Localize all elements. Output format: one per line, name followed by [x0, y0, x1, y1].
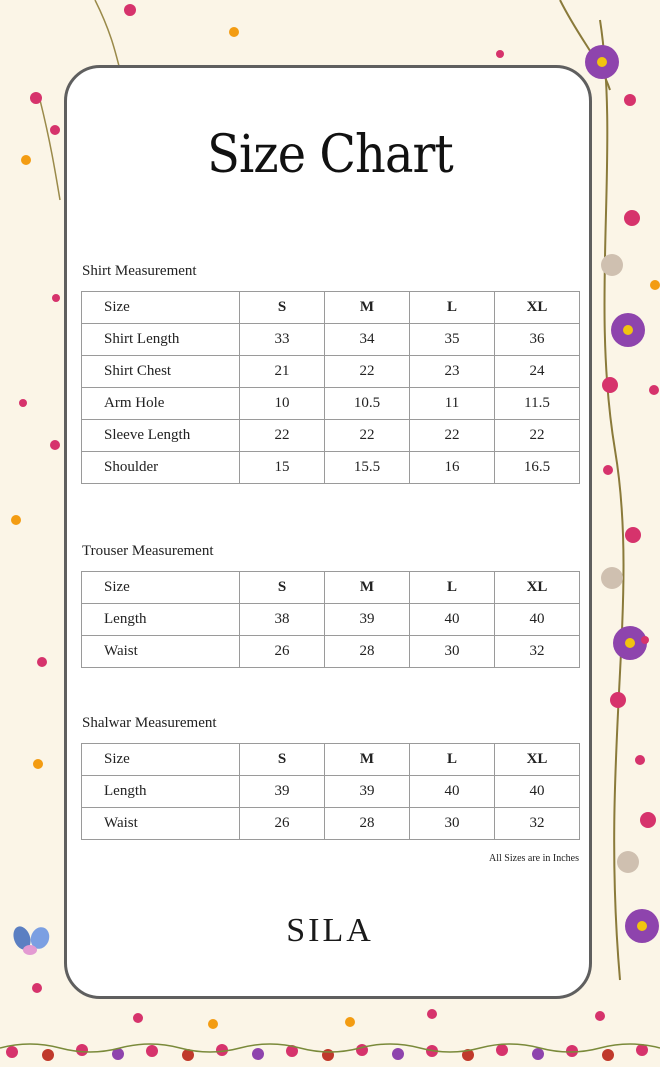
cell-value: 40: [495, 604, 580, 636]
shalwar-measurement-table: [81, 743, 580, 840]
header-cell-xl: XL: [495, 292, 580, 324]
cell-value: 28: [325, 808, 410, 840]
cell-value: 16: [410, 452, 495, 484]
header-cell-l: L: [410, 744, 495, 776]
table-row: [82, 604, 580, 636]
cell-value: 30: [410, 636, 495, 668]
header-cell-m: M: [325, 572, 410, 604]
row-label: Shirt Length: [82, 324, 240, 356]
header-cell-m: M: [325, 744, 410, 776]
cell-value: 23: [410, 356, 495, 388]
cell-value: 22: [240, 420, 325, 452]
cell-value: 21: [240, 356, 325, 388]
header-cell-size: Size: [82, 292, 240, 324]
section-label-trouser: Trouser Measurement: [82, 543, 214, 559]
table-row: [82, 324, 580, 356]
cell-value: 11: [410, 388, 495, 420]
cell-value: 28: [325, 636, 410, 668]
table-row: [82, 388, 580, 420]
cell-value: 10: [240, 388, 325, 420]
cell-value: 40: [410, 776, 495, 808]
table-row: [82, 776, 580, 808]
cell-value: 26: [240, 808, 325, 840]
section-label-shalwar: Shalwar Measurement: [82, 715, 217, 731]
cell-value: 32: [495, 636, 580, 668]
trouser-measurement-table: [81, 571, 580, 668]
row-label: Shirt Chest: [82, 356, 240, 388]
cell-value: 24: [495, 356, 580, 388]
cell-value: 22: [325, 420, 410, 452]
cell-value: 15.5: [325, 452, 410, 484]
cell-value: 39: [325, 776, 410, 808]
row-label: Waist: [82, 808, 240, 840]
cell-value: 40: [410, 604, 495, 636]
cell-value: 40: [495, 776, 580, 808]
cell-value: 22: [410, 420, 495, 452]
header-cell-xl: XL: [495, 572, 580, 604]
page-title: Size Chart: [207, 125, 453, 185]
cell-value: 38: [240, 604, 325, 636]
table-header-row: [82, 292, 580, 324]
cell-value: 35: [410, 324, 495, 356]
cell-value: 11.5: [495, 388, 580, 420]
brand-logo: SILA: [286, 912, 374, 949]
header-cell-size: Size: [82, 572, 240, 604]
header-cell-xl: XL: [495, 744, 580, 776]
row-label: Waist: [82, 636, 240, 668]
cell-value: 33: [240, 324, 325, 356]
row-label: Length: [82, 604, 240, 636]
cell-value: 39: [240, 776, 325, 808]
cell-value: 39: [325, 604, 410, 636]
cell-value: 10.5: [325, 388, 410, 420]
section-label-shirt: Shirt Measurement: [82, 263, 197, 279]
header-cell-s: S: [240, 572, 325, 604]
table-header-row: [82, 572, 580, 604]
shirt-measurement-table: [81, 291, 580, 484]
cell-value: 15: [240, 452, 325, 484]
row-label: Sleeve Length: [82, 420, 240, 452]
header-cell-l: L: [410, 572, 495, 604]
cell-value: 26: [240, 636, 325, 668]
table-row: [82, 356, 580, 388]
cell-value: 36: [495, 324, 580, 356]
row-label: Length: [82, 776, 240, 808]
cell-value: 22: [325, 356, 410, 388]
header-cell-l: L: [410, 292, 495, 324]
header-cell-s: S: [240, 744, 325, 776]
header-cell-size: Size: [82, 744, 240, 776]
cell-value: 34: [325, 324, 410, 356]
cell-value: 32: [495, 808, 580, 840]
units-note: All Sizes are in Inches: [489, 853, 579, 864]
cell-value: 30: [410, 808, 495, 840]
table-row: [82, 452, 580, 484]
header-cell-s: S: [240, 292, 325, 324]
row-label: Arm Hole: [82, 388, 240, 420]
table-row: [82, 636, 580, 668]
cell-value: 22: [495, 420, 580, 452]
table-header-row: [82, 744, 580, 776]
table-row: [82, 420, 580, 452]
header-cell-m: M: [325, 292, 410, 324]
table-row: [82, 808, 580, 840]
cell-value: 16.5: [495, 452, 580, 484]
row-label: Shoulder: [82, 452, 240, 484]
